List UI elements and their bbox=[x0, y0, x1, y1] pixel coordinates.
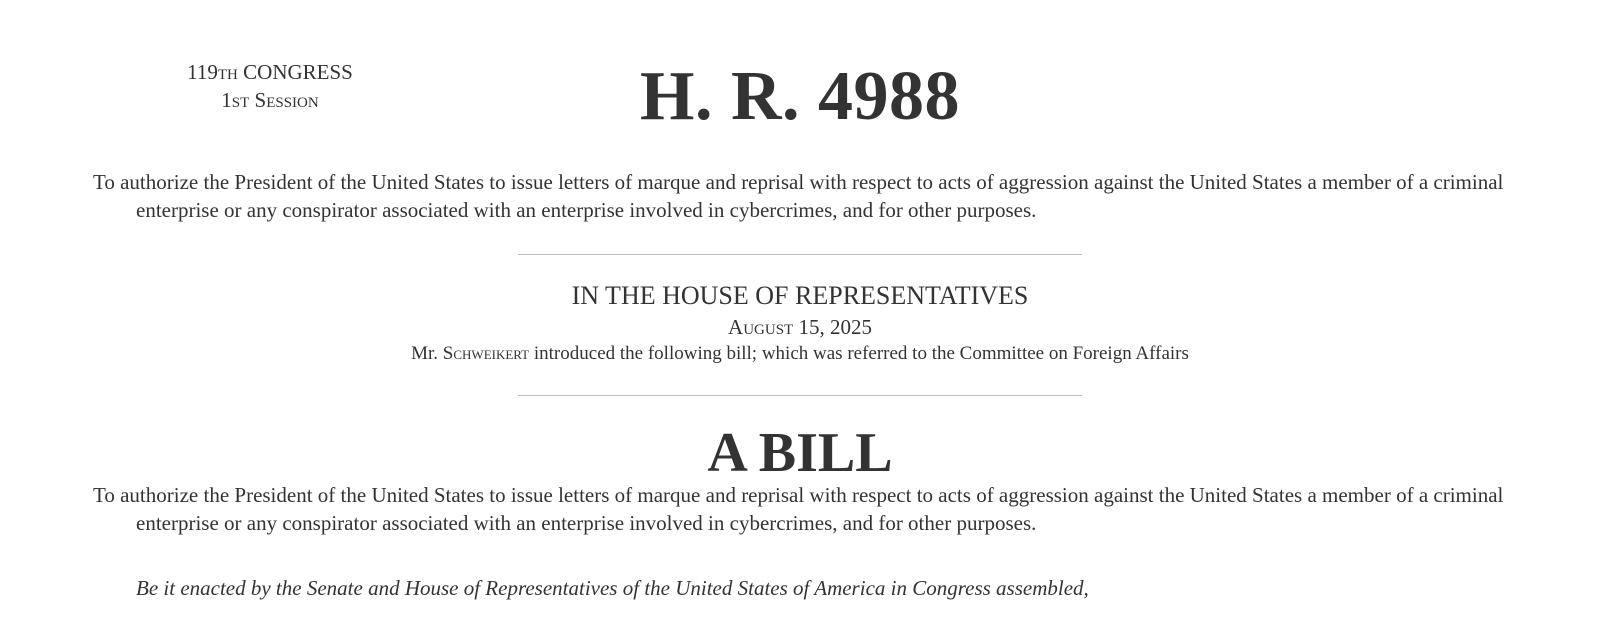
congress-suffix: th bbox=[217, 60, 238, 84]
bill-number: H. R. 4988 bbox=[640, 58, 960, 135]
divider-rule-top bbox=[518, 254, 1082, 255]
sponsor-action-line bbox=[0, 342, 1600, 366]
a-bill-heading: A BILL bbox=[707, 422, 893, 484]
enacting-clause: Be it enacted by the Senate and House of Representatives of the United States of America in Congress assembled, bbox=[136, 576, 1089, 600]
referral-text: introduced the following bill; which was referred to the Committee on Foreign Affairs bbox=[529, 343, 1189, 364]
congress-label: CONGRESS bbox=[237, 60, 353, 84]
session-label: st Session bbox=[231, 88, 319, 112]
chamber-heading: IN THE HOUSE OF REPRESENTATIVES bbox=[571, 281, 1029, 310]
long-title-top: To authorize the President of the United States to issue letters of marque and reprisal with respect to acts of aggression against the United States a member of a criminal enterprise or any conspirator associated with an enterprise involved in cybercrimes, and for other purposes. bbox=[93, 170, 1504, 222]
congress-number: 119 bbox=[187, 60, 218, 84]
sponsor-name: Schweikert bbox=[442, 343, 530, 364]
introduction-date: August 15, 2025 bbox=[728, 315, 872, 339]
divider-rule-bottom bbox=[518, 395, 1082, 396]
long-title-bottom: To authorize the President of the United States to issue letters of marque and reprisal with respect to acts of aggression against the United States a member of a criminal enterprise or any conspirator associated with an enterprise involved in cybercrimes, and for other purposes. bbox=[93, 483, 1504, 535]
sponsor-prefix: Mr. bbox=[411, 343, 443, 364]
session-number: 1 bbox=[221, 88, 232, 112]
